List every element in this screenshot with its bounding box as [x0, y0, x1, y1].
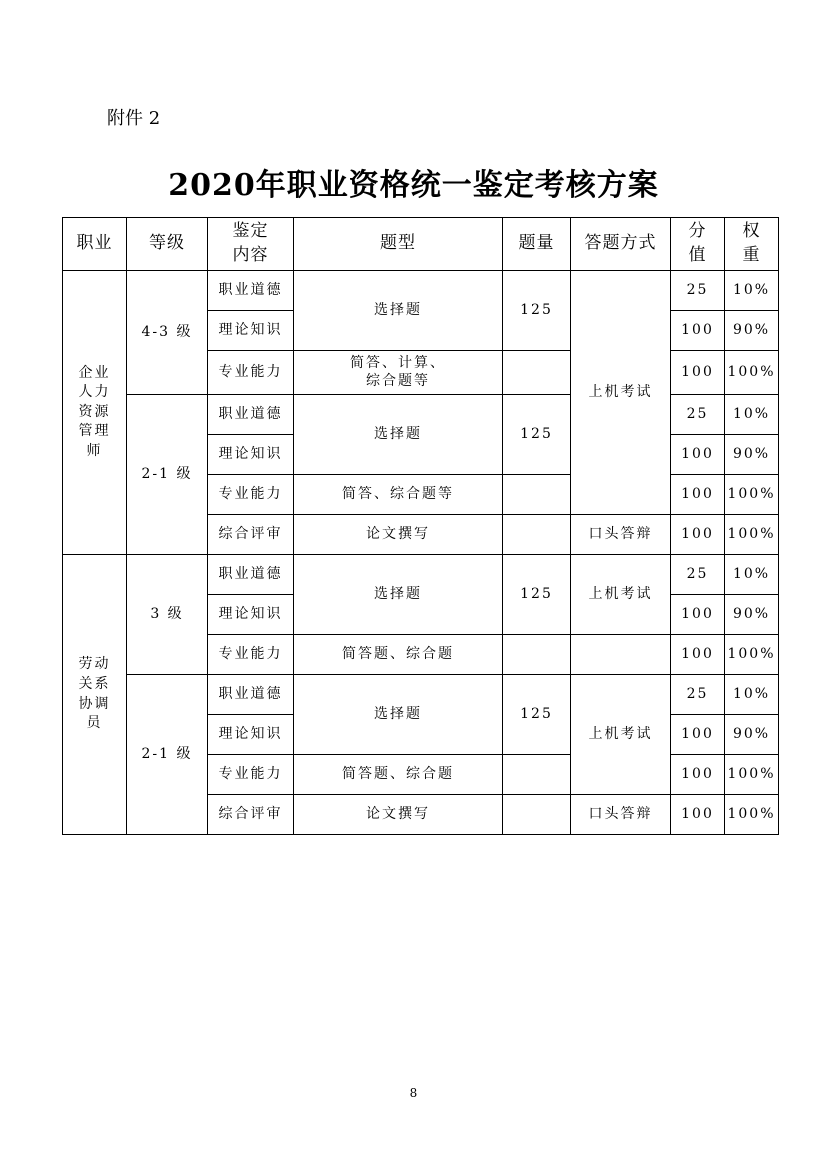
weight-cell: 10%: [725, 395, 779, 435]
weight-cell: 10%: [725, 555, 779, 595]
question-type-cell: 简答、综合题等: [294, 475, 503, 515]
weight-cell: 100%: [725, 475, 779, 515]
method-cell: 口头答辩: [571, 515, 671, 555]
score-cell: 25: [671, 271, 725, 311]
method-cell: [571, 635, 671, 675]
score-cell: 25: [671, 395, 725, 435]
score-cell: 100: [671, 351, 725, 395]
question-count-cell: 125: [503, 395, 571, 475]
table-row: [63, 395, 779, 435]
question-count-cell: 125: [503, 675, 571, 755]
weight-cell: 90%: [725, 715, 779, 755]
content-cell: 综合评审: [208, 515, 294, 555]
header-level: 等级: [127, 218, 208, 271]
content-cell: 职业道德: [208, 271, 294, 311]
score-cell: 25: [671, 555, 725, 595]
content-cell: 理论知识: [208, 595, 294, 635]
question-count-cell: 125: [503, 555, 571, 635]
question-count-cell: 125: [503, 271, 571, 351]
page-number: 8: [409, 1086, 418, 1100]
content-cell: 专业能力: [208, 351, 294, 395]
table-row: [63, 271, 779, 311]
question-type-cell: 选择题: [294, 555, 503, 635]
header-question-count: 题量: [503, 218, 571, 271]
score-cell: 100: [671, 311, 725, 351]
level-cell: 2-1 级: [127, 675, 208, 835]
method-cell: 上机考试: [571, 555, 671, 635]
weight-cell: 100%: [725, 795, 779, 835]
question-count-cell: [503, 635, 571, 675]
weight-cell: 90%: [725, 595, 779, 635]
question-type-cell: 简答题、综合题: [294, 635, 503, 675]
content-cell: 专业能力: [208, 475, 294, 515]
weight-cell: 90%: [725, 435, 779, 475]
method-cell: 上机考试: [571, 271, 671, 515]
question-count-cell: [503, 475, 571, 515]
question-type-cell: 论文撰写: [294, 795, 503, 835]
assessment-table: [62, 217, 779, 835]
question-count-cell: [503, 515, 571, 555]
header-score: 分 值: [671, 218, 725, 271]
score-cell: 100: [671, 475, 725, 515]
question-type-cell: 简答题、综合题: [294, 755, 503, 795]
level-cell: 4-3 级: [127, 271, 208, 395]
content-cell: 职业道德: [208, 675, 294, 715]
content-cell: 综合评审: [208, 795, 294, 835]
table-row: [63, 675, 779, 715]
header-content: 鉴定 内容: [208, 218, 294, 271]
table-row: [63, 555, 779, 595]
page-title: 2020年职业资格统一鉴定考核方案: [168, 168, 659, 203]
header-weight: 权 重: [725, 218, 779, 271]
weight-cell: 100%: [725, 635, 779, 675]
score-cell: 100: [671, 515, 725, 555]
weight-cell: 90%: [725, 311, 779, 351]
weight-cell: 100%: [725, 755, 779, 795]
level-cell: 3 级: [127, 555, 208, 675]
question-type-cell: 简答、计算、 综合题等: [294, 351, 503, 395]
content-cell: 理论知识: [208, 311, 294, 351]
score-cell: 100: [671, 435, 725, 475]
score-cell: 100: [671, 635, 725, 675]
question-count-cell: [503, 351, 571, 395]
occupation-cell: 劳动 关系 协调 员: [63, 555, 127, 835]
score-cell: 25: [671, 675, 725, 715]
header-occupation: 职业: [63, 218, 127, 271]
question-type-cell: 论文撰写: [294, 515, 503, 555]
question-type-cell: 选择题: [294, 395, 503, 475]
score-cell: 100: [671, 715, 725, 755]
content-cell: 专业能力: [208, 755, 294, 795]
occupation-cell: 企业 人力 资源 管理 师: [63, 271, 127, 555]
question-count-cell: [503, 755, 571, 795]
header-question-type: 题型: [294, 218, 503, 271]
question-count-cell: [503, 795, 571, 835]
score-cell: 100: [671, 755, 725, 795]
weight-cell: 100%: [725, 351, 779, 395]
score-cell: 100: [671, 595, 725, 635]
method-cell: 上机考试: [571, 675, 671, 795]
content-cell: 专业能力: [208, 635, 294, 675]
weight-cell: 100%: [725, 515, 779, 555]
weight-cell: 10%: [725, 675, 779, 715]
question-type-cell: 选择题: [294, 271, 503, 351]
content-cell: 理论知识: [208, 435, 294, 475]
attachment-label: 附件 2: [107, 108, 161, 129]
level-cell: 2-1 级: [127, 395, 208, 555]
question-type-cell: 选择题: [294, 675, 503, 755]
header-method: 答题方式: [571, 218, 671, 271]
score-cell: 100: [671, 795, 725, 835]
weight-cell: 10%: [725, 271, 779, 311]
content-cell: 理论知识: [208, 715, 294, 755]
content-cell: 职业道德: [208, 395, 294, 435]
content-cell: 职业道德: [208, 555, 294, 595]
table-header-row: [63, 218, 779, 271]
method-cell: 口头答辩: [571, 795, 671, 835]
